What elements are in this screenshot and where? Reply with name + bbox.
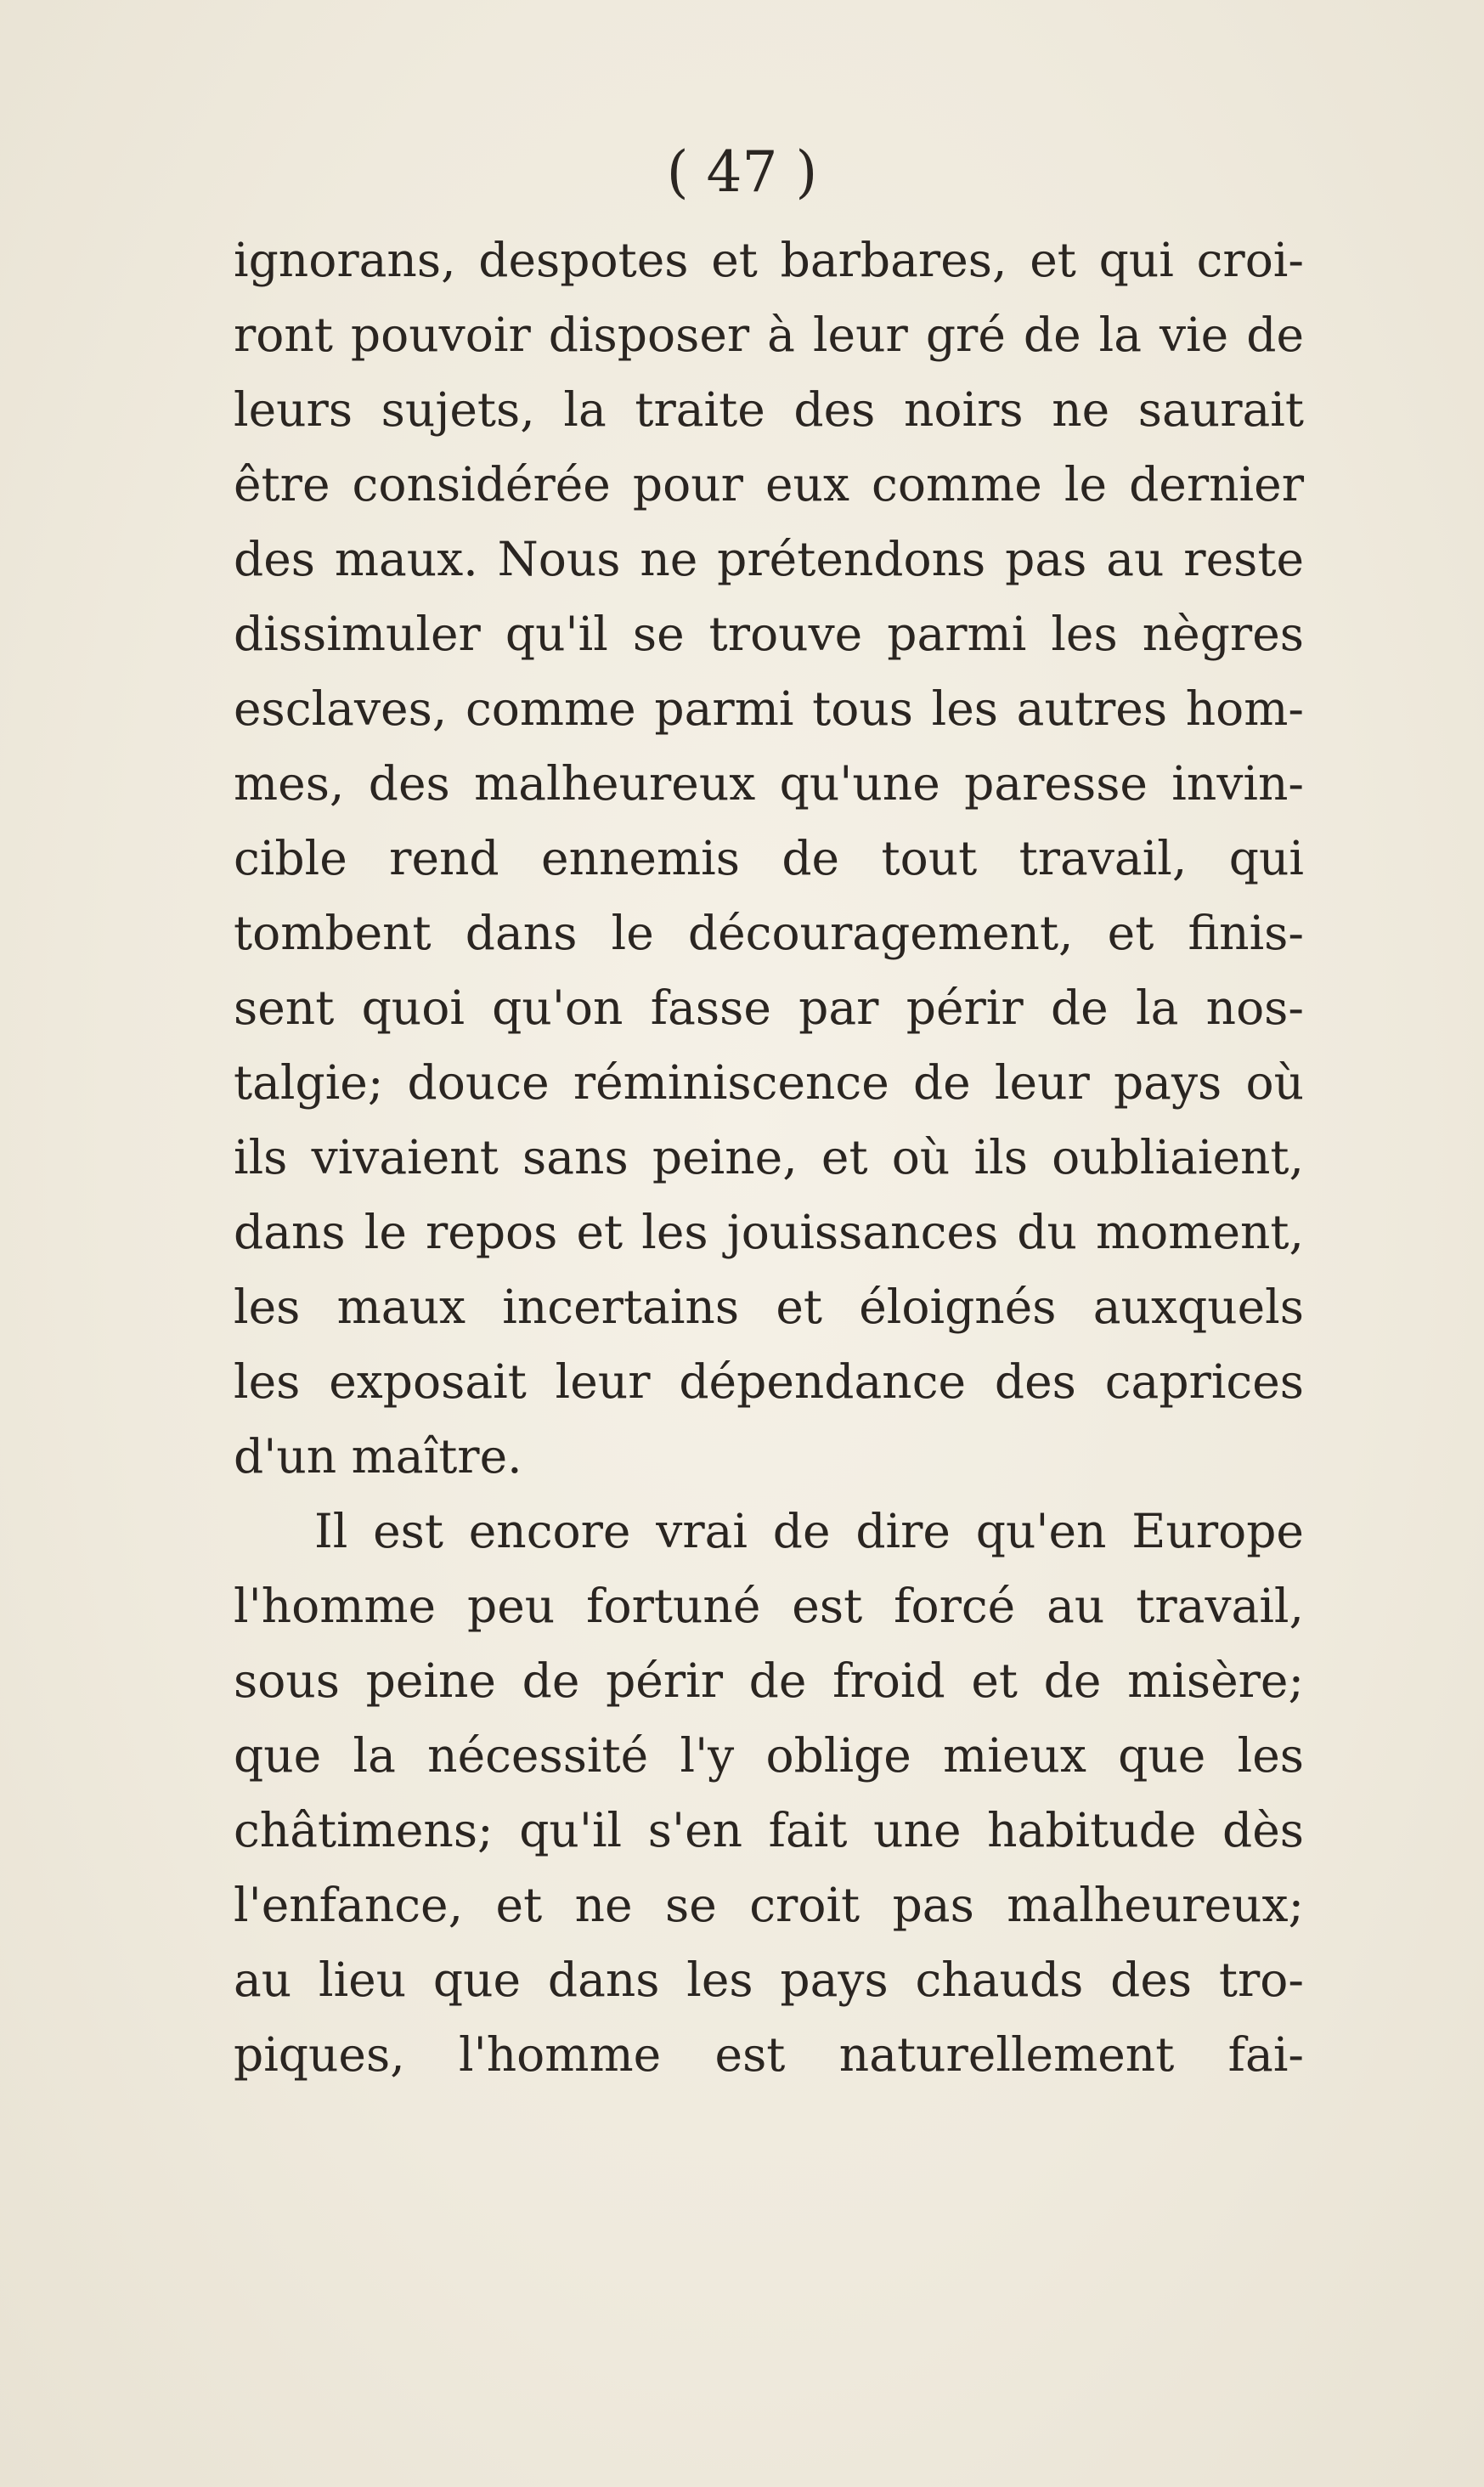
text-line: dans le repos et les jouissances du moment,: [234, 1205, 1304, 1259]
text-line: Il est encore vrai de dire qu'en Europe: [314, 1504, 1304, 1558]
text-line: l'enfance, et ne se croit pas malheureux;: [234, 1878, 1304, 1932]
body-text: [234, 223, 1304, 2092]
text-line: sous peine de périr de froid et de misère;: [234, 1653, 1304, 1708]
text-line: que la nécessité l'y oblige mieux que les: [234, 1728, 1304, 1783]
text-line: châtimens; qu'il s'en fait une habitude dès: [234, 1803, 1304, 1857]
text-line: des maux. Nous ne prétendons pas au reste: [234, 532, 1304, 586]
paragraph-1: [234, 223, 1304, 1494]
text-line: les exposait leur dépendance des caprices: [234, 1354, 1304, 1409]
text-line: ront pouvoir disposer à leur gré de la vie de: [234, 308, 1304, 362]
text-line: piques, l'homme est naturellement fai-: [234, 2027, 1304, 2082]
page-number: ( 47 ): [666, 139, 818, 205]
text-line: les maux incertains et éloignés auxquels: [234, 1280, 1304, 1334]
text-line: tombent dans le découragement, et finis-: [234, 906, 1304, 960]
text-line: au lieu que dans les pays chauds des tro-: [234, 1953, 1304, 2007]
text-line: ils vivaient sans peine, et où ils oubliaient,: [234, 1130, 1304, 1184]
text-line: l'homme peu fortuné est forcé au travail,: [234, 1579, 1304, 1633]
paragraph-2: [234, 1494, 1304, 2092]
text-line: talgie; douce réminiscence de leur pays où: [234, 1055, 1304, 1110]
text-line: mes, des malheureux qu'une paresse invin-: [234, 756, 1304, 811]
text-line: dissimuler qu'il se trouve parmi les nègres: [234, 607, 1304, 661]
text-line: sent quoi qu'on fasse par périr de la nos-: [234, 981, 1304, 1035]
text-line: esclaves, comme parmi tous les autres hom-: [234, 681, 1304, 736]
text-line: leurs sujets, la traite des noirs ne saurait: [234, 382, 1304, 437]
text-line: être considérée pour eux comme le dernier: [234, 457, 1304, 512]
text-line: ignorans, despotes et barbares, et qui croi-: [234, 233, 1304, 287]
text-line: d'un maître.: [234, 1429, 522, 1484]
text-line: cible rend ennemis de tout travail, qui: [234, 831, 1304, 885]
